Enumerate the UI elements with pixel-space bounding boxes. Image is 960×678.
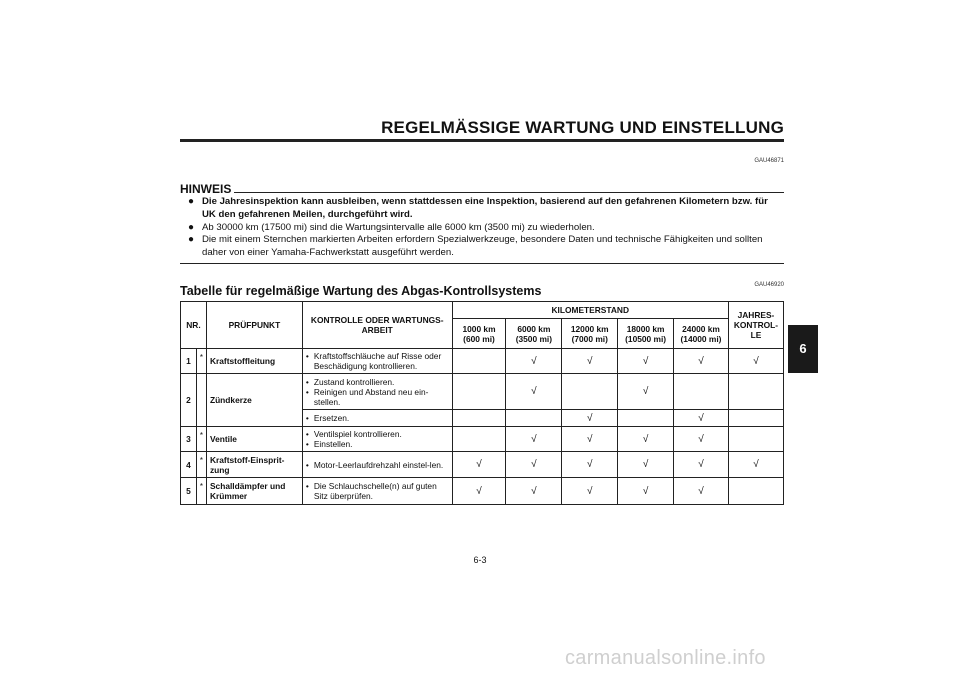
check-cell: √ — [674, 452, 729, 478]
check-cell: √ — [618, 478, 674, 505]
row-pruefpunkt: Zündkerze — [206, 374, 302, 427]
header-nr: NR. — [181, 302, 207, 349]
row-star — [196, 374, 206, 427]
check-cell — [728, 410, 783, 427]
row-arbeit: • Zustand kontrollieren. • Reinigen und Abstand neu ein-stellen. — [302, 374, 452, 410]
check-cell: √ — [618, 427, 674, 452]
row-pruefpunkt: Kraftstoffleitung — [206, 349, 302, 374]
check-cell — [452, 410, 506, 427]
header-pruefpunkt: PRÜFPUNKT — [206, 302, 302, 349]
check-cell: √ — [674, 478, 729, 505]
check-cell: √ — [728, 349, 783, 374]
title-rule — [180, 139, 784, 142]
check-cell: √ — [506, 349, 562, 374]
row-arbeit: • Kraftstoffschläuche auf Risse oder Beschädigung kontrollieren. — [302, 349, 452, 374]
check-cell: √ — [562, 452, 618, 478]
header-jahreskontrolle: JAHRES-KONTROL-LE — [728, 302, 783, 349]
check-cell: √ — [506, 452, 562, 478]
check-cell — [728, 374, 783, 410]
check-cell: √ — [562, 410, 618, 427]
check-cell — [562, 374, 618, 410]
bullet-icon: ● — [188, 234, 195, 246]
row-pruefpunkt: Ventile — [206, 427, 302, 452]
header-km-12000: 12000 km (7000 mi) — [562, 319, 618, 349]
check-cell: √ — [674, 427, 729, 452]
row-star: * — [196, 452, 206, 478]
check-cell — [452, 374, 506, 410]
header-km-6000: 6000 km (3500 mi) — [506, 319, 562, 349]
header-kilometerstand: KILOMETERSTAND — [452, 302, 728, 319]
row-nr: 3 — [181, 427, 197, 452]
row-arbeit: • Ersetzen. — [302, 410, 452, 427]
check-cell: √ — [452, 478, 506, 505]
row-star: * — [196, 478, 206, 505]
check-cell: √ — [674, 349, 729, 374]
check-cell — [452, 427, 506, 452]
check-cell: √ — [562, 478, 618, 505]
check-cell: √ — [618, 452, 674, 478]
check-cell: √ — [618, 374, 674, 410]
hinweis-heading — [180, 181, 784, 195]
check-cell — [674, 374, 729, 410]
hinweis-label: HINWEIS — [180, 182, 232, 196]
row-arbeit: • Ventilspiel kontrollieren. • Einstellen. — [302, 427, 452, 452]
check-cell: √ — [452, 452, 506, 478]
check-cell — [728, 478, 783, 505]
page-title: REGELMÄSSIGE WARTUNG UND EINSTELLUNG — [381, 118, 784, 137]
table-row — [181, 374, 784, 410]
section-title: Tabelle für regelmäßige Wartung des Abgas-Kontrollsystems — [180, 284, 542, 298]
watermark: carmanualsonline.info — [565, 647, 766, 669]
row-star: * — [196, 349, 206, 374]
check-cell — [618, 410, 674, 427]
row-pruefpunkt: Kraftstoff-Einsprit-zung — [206, 452, 302, 478]
check-cell — [452, 349, 506, 374]
hinweis-rule — [234, 192, 784, 193]
bullet-icon: ● — [188, 221, 195, 233]
check-cell: √ — [506, 427, 562, 452]
row-arbeit: • Motor-Leerlaufdrehzahl einstel-len. — [302, 452, 452, 478]
table-row — [181, 452, 784, 478]
check-cell — [728, 427, 783, 452]
check-cell: √ — [562, 349, 618, 374]
table-row — [181, 427, 784, 452]
row-nr: 2 — [181, 374, 197, 427]
bullet-icon: ● — [188, 196, 195, 207]
header-km-18000: 18000 km (10500 mi) — [618, 319, 674, 349]
doc-code: GAU46871 — [754, 158, 784, 164]
row-nr: 4 — [181, 452, 197, 478]
doc-code: GAU46920 — [754, 282, 784, 288]
row-nr: 1 — [181, 349, 197, 374]
maintenance-table — [180, 301, 784, 505]
table-row — [181, 478, 784, 505]
check-cell: √ — [674, 410, 729, 427]
check-cell: √ — [618, 349, 674, 374]
hinweis-item — [180, 196, 784, 222]
header-km-1000: 1000 km (600 mi) — [452, 319, 506, 349]
row-pruefpunkt: Schalldämpfer und Krümmer — [206, 478, 302, 505]
row-star: * — [196, 427, 206, 452]
table-row — [181, 349, 784, 374]
hinweis-item — [180, 234, 784, 260]
chapter-tab: 6 — [788, 325, 818, 373]
header-kontrolle: KONTROLLE ODER WARTUNGS-ARBEIT — [302, 302, 452, 349]
check-cell: √ — [506, 478, 562, 505]
hinweis-item-text: Die mit einem Sternchen markierten Arbeiten erfordern Spezialwerkzeuge, besondere Daten und technische Fähigkeiten und sollten daher von einer Yamaha-Fachwerkstatt ausgeführt werden. — [202, 234, 763, 259]
check-cell: √ — [562, 427, 618, 452]
hinweis-item — [180, 222, 784, 235]
page-number: 6-3 — [473, 555, 487, 565]
hinweis-item-text: Ab 30000 km (17500 mi) sind die Wartungsintervalle alle 6000 km (3500 mi) zu wiederholen. — [202, 221, 595, 233]
check-cell: √ — [506, 374, 562, 410]
row-nr: 5 — [181, 478, 197, 505]
check-cell — [506, 410, 562, 427]
header-km-24000: 24000 km (14000 mi) — [674, 319, 729, 349]
hinweis-end-rule — [180, 263, 784, 264]
hinweis-list — [180, 196, 784, 260]
hinweis-item-text: Die Jahresinspektion kann ausbleiben, wenn stattdessen eine Inspektion, basierend auf den gefahrenen Kilometern bzw. für UK den gefahrenen Meilen, durchgeführt wird. — [202, 196, 768, 220]
check-cell: √ — [728, 452, 783, 478]
row-arbeit: • Die Schlauchschelle(n) auf guten Sitz überprüfen. — [302, 478, 452, 505]
